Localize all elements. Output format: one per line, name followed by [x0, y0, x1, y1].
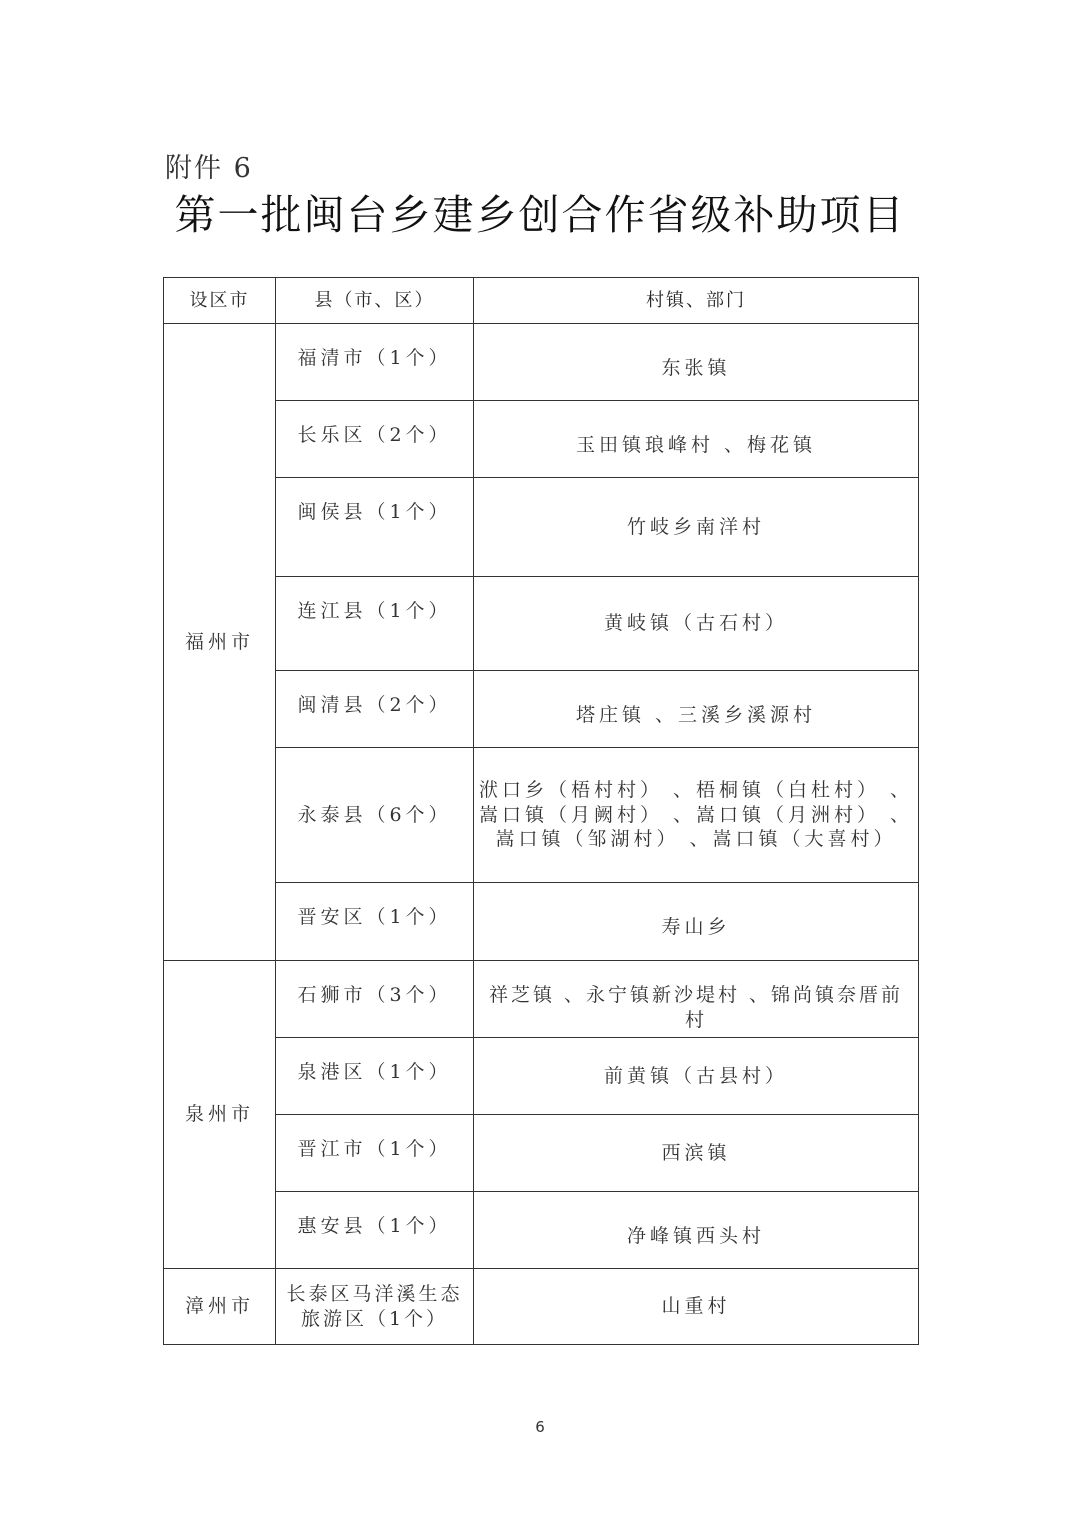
table-row: [164, 401, 919, 478]
city-cell: 福州市: [164, 324, 276, 961]
county-cell: 闽侯县（1个）: [276, 478, 474, 577]
table-row: [164, 1269, 919, 1345]
towns-cell: 洑口乡（梧村村） 、梧桐镇（白杜村） 、嵩口镇（月阙村） 、嵩口镇（月洲村） 、嵩口镇（邹湖村） 、嵩口镇（大喜村）: [474, 748, 919, 883]
table-row: [164, 1192, 919, 1269]
towns-cell: [474, 671, 919, 748]
table-row: [164, 748, 919, 883]
city-cell: 漳州市: [164, 1269, 276, 1345]
attachment-label: 附件 6: [165, 153, 253, 184]
county-cell: 长乐区（2个）: [276, 401, 474, 478]
towns-cell: 前黄镇（古县村）: [474, 1038, 919, 1115]
table-row: [164, 961, 919, 1038]
towns-text: 东张镇: [661, 356, 731, 379]
county-cell: 晋安区（1个）: [276, 883, 474, 961]
towns-cell: 山重村: [474, 1269, 919, 1345]
county-cell: 闽清县（2个）: [276, 671, 474, 748]
header-towns: 村镇、部门: [474, 278, 919, 324]
table-row: [164, 324, 919, 401]
table-row: [164, 1038, 919, 1115]
towns-cell: [474, 1192, 919, 1269]
table-row: [164, 883, 919, 961]
towns-cell: [474, 401, 919, 478]
table-row: [164, 577, 919, 671]
table-row: [164, 671, 919, 748]
county-cell: 长泰区马洋溪生态旅游区（1个）: [276, 1269, 474, 1345]
towns-cell: [474, 324, 919, 401]
city-cell: 泉州市: [164, 961, 276, 1269]
table-row: [164, 1115, 919, 1192]
towns-cell: 西滨镇: [474, 1115, 919, 1192]
header-city: 设区市: [164, 278, 276, 324]
county-cell: 永泰县（6个）: [276, 748, 474, 883]
county-cell: 惠安县（1个）: [276, 1192, 474, 1269]
towns-text: 塔庄镇 、三溪乡溪源村: [575, 703, 817, 726]
towns-cell: 祥芝镇 、永宁镇新沙堤村 、锦尚镇奈厝前村: [474, 961, 919, 1038]
county-cell: 泉港区（1个）: [276, 1038, 474, 1115]
towns-cell: 黄岐镇（古石村）: [474, 577, 919, 671]
towns-cell: 竹岐乡南洋村: [474, 478, 919, 577]
county-cell: 连江县（1个）: [276, 577, 474, 671]
header-county: 县（市、区）: [276, 278, 474, 324]
towns-text: 净峰镇西头村: [626, 1224, 765, 1247]
table-header-row: [164, 278, 919, 324]
towns-text: 玉田镇琅峰村 、梅花镇: [575, 433, 817, 456]
page-title: 第一批闽台乡建乡创合作省级补助项目: [174, 191, 906, 239]
project-table: [163, 277, 919, 1345]
county-cell: 晋江市（1个）: [276, 1115, 474, 1192]
page-number: 6: [535, 1418, 545, 1436]
towns-cell: [474, 883, 919, 961]
county-cell: 石狮市（3个）: [276, 961, 474, 1038]
county-cell: 福清市（1个）: [276, 324, 474, 401]
table-row: [164, 478, 919, 577]
towns-text: 寿山乡: [661, 916, 731, 939]
